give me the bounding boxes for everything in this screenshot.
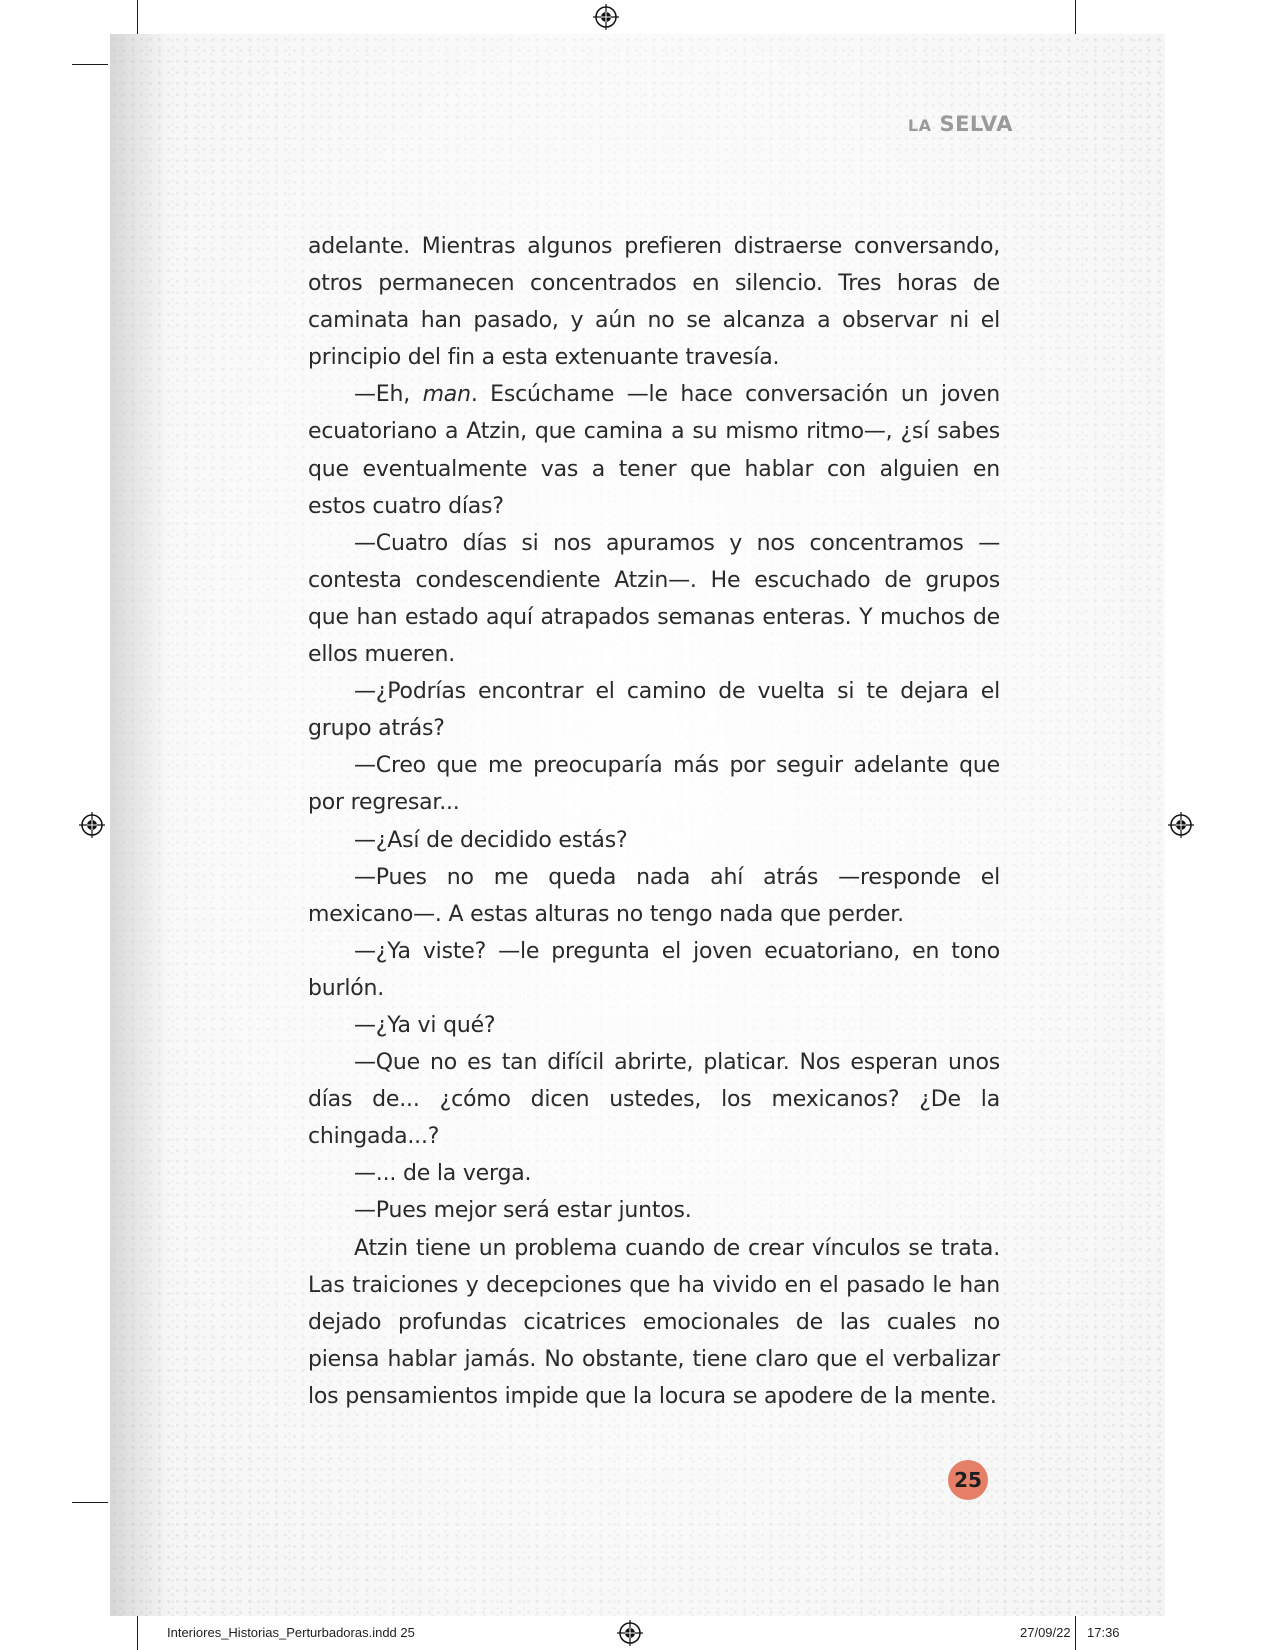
paragraph-text: —Eh, (354, 382, 423, 408)
paragraph: —¿Ya viste? —le pregunta el joven ecuatoriano, en tono burlón. (308, 938, 1000, 1001)
paragraph-text: . Escúchame —le hace conversación un joven ecuatoriano a Atzin, que camina a su mismo ritmo—, ¿sí sabes que eventualmente vas a tener que hablar con alguien en estos cuatro días? (308, 382, 1000, 519)
paragraph: —¿Ya vi qué? (354, 1012, 496, 1038)
slug-time: 17:36 (1087, 1625, 1120, 1640)
paragraph: —Pues mejor será estar juntos. (354, 1198, 692, 1224)
paragraph-italic: man (422, 382, 471, 408)
page-number-badge: 25 (948, 1460, 988, 1500)
slug-date: 27/09/22 (1020, 1625, 1071, 1640)
registration-mark-icon (593, 4, 619, 30)
paragraph (308, 376, 1000, 524)
paragraph: —Creo que me preocuparía más por seguir adelante que por regresar... (308, 753, 1000, 816)
registration-mark-icon (1168, 812, 1194, 838)
crop-mark-top-left (137, 0, 138, 36)
crop-mark-bottom-right (1075, 1614, 1076, 1650)
paragraph: —Que no es tan difícil abrirte, platicar. Nos esperan unos días de... ¿cómo dicen ustedes, los mexicanos? ¿De la chingada...? (308, 1050, 1000, 1150)
paragraph: Atzin tiene un problema cuando de crear vínculos se trata. Las traiciones y decepciones que ha vivido en el pasado le han dejado profundas cicatrices emocionales de las cuales no piensa hablar jamás. No obstante, tiene claro que el verbalizar los pensamientos impide que la locura se apodere de la mente. (308, 1235, 1000, 1409)
body-text (308, 228, 1000, 1415)
paragraph: adelante. Mientras algunos prefieren distraerse conversando, otros permanecen concentrados en silencio. Tres horas de caminata han pasado, y aún no se alcanza a observar ni el principio del fin a esta extenuante travesía. (308, 234, 1000, 371)
slug-filename: Interiores_Historias_Perturbadoras.indd 25 (167, 1625, 415, 1640)
registration-mark-icon (617, 1620, 643, 1646)
crop-mark-left-bottom (72, 1502, 108, 1503)
paragraph: —... de la verga. (354, 1161, 532, 1187)
crop-mark-left-top (72, 64, 108, 65)
paragraph: —Cuatro días si nos apuramos y nos concentramos —contesta condescendiente Atzin—. He escuchado de grupos que han estado aquí atrapados semanas enteras. Y muchos de ellos mueren. (308, 530, 1000, 668)
crop-mark-top-right (1075, 0, 1076, 36)
paragraph: —Pues no me queda nada ahí atrás —responde el mexicano—. A estas alturas no tengo nada que perder. (308, 864, 1000, 927)
running-head (908, 112, 1013, 136)
crop-mark-bottom-left (137, 1614, 138, 1650)
registration-mark-icon (79, 812, 105, 838)
running-head-article: LA (907, 116, 932, 135)
paragraph: —¿Podrías encontrar el camino de vuelta si te dejara el grupo atrás? (308, 679, 1000, 742)
running-head-title: SELVA (939, 112, 1013, 136)
paragraph: —¿Así de decidido estás? (354, 827, 628, 853)
